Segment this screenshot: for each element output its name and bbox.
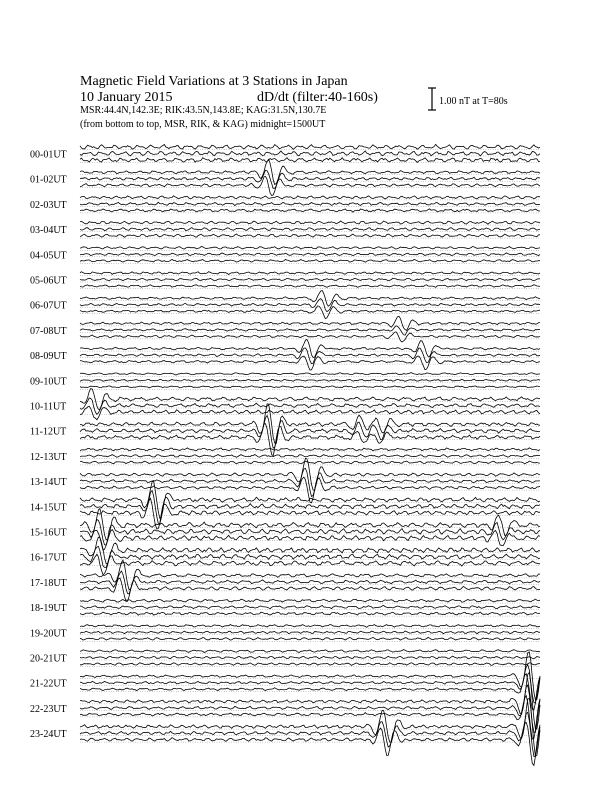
trace-rik xyxy=(80,253,540,256)
trace-msr xyxy=(80,386,540,388)
trace-rik xyxy=(80,712,540,756)
hour-row-label: 10-11UT xyxy=(30,401,67,413)
trace-msr xyxy=(80,332,540,342)
scale-label: 1.00 nT at T=80s xyxy=(439,96,508,107)
hour-row-label: 06-07UT xyxy=(30,300,67,312)
hour-row-label: 01-02UT xyxy=(30,174,67,186)
hour-row-label: 02-03UT xyxy=(30,199,67,211)
trace-rows xyxy=(30,144,540,765)
hour-row xyxy=(30,221,540,238)
trace-kag xyxy=(80,159,540,184)
hour-row-label: 09-10UT xyxy=(30,376,67,388)
hour-row xyxy=(30,481,540,529)
trace-msr xyxy=(80,461,540,464)
trace-rik xyxy=(80,631,540,634)
hour-row-label: 00-01UT xyxy=(30,149,67,161)
trace-msr xyxy=(80,722,540,765)
hour-row-label: 16-17UT xyxy=(30,552,67,564)
trace-rik xyxy=(80,151,540,156)
chart-quantity: dD/dt (filter:40-160s) xyxy=(257,90,378,105)
scale-bar xyxy=(428,88,508,110)
hour-row-label: 12-13UT xyxy=(30,451,67,463)
hour-row xyxy=(30,509,540,551)
trace-kag xyxy=(80,650,540,653)
hour-row-label: 15-16UT xyxy=(30,527,67,539)
trace-rik xyxy=(80,665,540,704)
trace-msr xyxy=(80,612,540,615)
hour-row-label: 11-12UT xyxy=(30,426,67,438)
trace-rik xyxy=(80,520,540,546)
trace-rik xyxy=(80,379,540,381)
trace-kag xyxy=(80,196,540,199)
hour-row xyxy=(30,291,540,319)
hour-row-label: 13-14UT xyxy=(30,477,67,489)
trace-kag xyxy=(80,599,540,602)
hour-row xyxy=(30,247,540,264)
hour-row-label: 19-20UT xyxy=(30,628,67,640)
trace-msr xyxy=(80,259,540,262)
trace-msr xyxy=(80,209,540,212)
trace-rik xyxy=(80,454,540,457)
hour-row-label: 22-23UT xyxy=(30,703,67,715)
trace-msr xyxy=(80,285,540,288)
hour-row-label: 04-05UT xyxy=(30,250,67,262)
hour-row-label: 21-22UT xyxy=(30,678,67,690)
hour-row-label: 07-08UT xyxy=(30,325,67,337)
trace-kag xyxy=(80,247,540,250)
trace-kag xyxy=(80,272,540,275)
hour-row-label: 18-19UT xyxy=(30,603,67,615)
hour-row-label: 03-04UT xyxy=(30,225,67,237)
trace-kag xyxy=(80,652,540,700)
hour-row xyxy=(30,316,540,342)
trace-kag xyxy=(80,316,540,330)
trace-rik xyxy=(80,228,540,231)
trace-rik xyxy=(80,656,540,659)
trace-rik xyxy=(80,348,540,364)
trace-rik xyxy=(80,278,540,281)
hour-row xyxy=(30,159,540,195)
trace-kag xyxy=(80,373,540,375)
hour-row xyxy=(30,625,540,642)
trace-kag xyxy=(80,448,540,451)
trace-msr xyxy=(80,234,540,237)
hour-row xyxy=(30,373,540,390)
trace-msr xyxy=(80,356,540,370)
hour-row xyxy=(30,650,540,667)
trace-rik xyxy=(80,202,540,206)
trace-rik xyxy=(80,571,540,594)
trace-msr xyxy=(80,637,540,640)
hour-row xyxy=(30,448,540,465)
trace-msr xyxy=(80,306,540,319)
trace-rik xyxy=(80,606,540,609)
trace-kag xyxy=(80,560,540,590)
hour-row-label: 17-18UT xyxy=(30,577,67,589)
trace-msr xyxy=(80,158,540,163)
trace-msr xyxy=(80,406,540,419)
chart-title: Magnetic Field Variations at 3 Stations in Japan xyxy=(80,74,348,89)
trace-rik xyxy=(80,299,540,312)
trace-kag xyxy=(80,339,540,357)
hour-row xyxy=(30,196,540,213)
trace-kag xyxy=(80,537,540,564)
trace-kag xyxy=(80,144,540,149)
hour-row-label: 14-15UT xyxy=(30,502,67,514)
trace-rik xyxy=(80,326,540,335)
hour-row xyxy=(30,389,540,420)
station-order-note: (from bottom to top, MSR, RIK, & KAG) midnight=1500UT xyxy=(80,119,326,130)
hour-row xyxy=(30,599,540,616)
hour-row xyxy=(30,339,540,370)
trace-msr xyxy=(80,663,540,666)
trace-kag xyxy=(80,625,540,628)
hour-row-label: 05-06UT xyxy=(30,275,67,287)
station-coordinates: MSR:44.4N,142.3E; RIK:43.5N,143.8E; KAG:31.5N,130.7E xyxy=(80,105,327,116)
trace-kag xyxy=(80,221,540,224)
chart-date: 10 January 2015 xyxy=(80,90,173,105)
trace-msr xyxy=(80,674,540,710)
hour-row xyxy=(30,144,540,162)
trace-kag xyxy=(80,699,540,757)
hour-row-label: 23-24UT xyxy=(30,729,67,741)
trace-rik xyxy=(80,416,540,449)
hour-row xyxy=(30,272,540,289)
trace-kag xyxy=(80,673,540,730)
hour-row-label: 08-09UT xyxy=(30,351,67,363)
hour-row-label: 20-21UT xyxy=(30,653,67,665)
